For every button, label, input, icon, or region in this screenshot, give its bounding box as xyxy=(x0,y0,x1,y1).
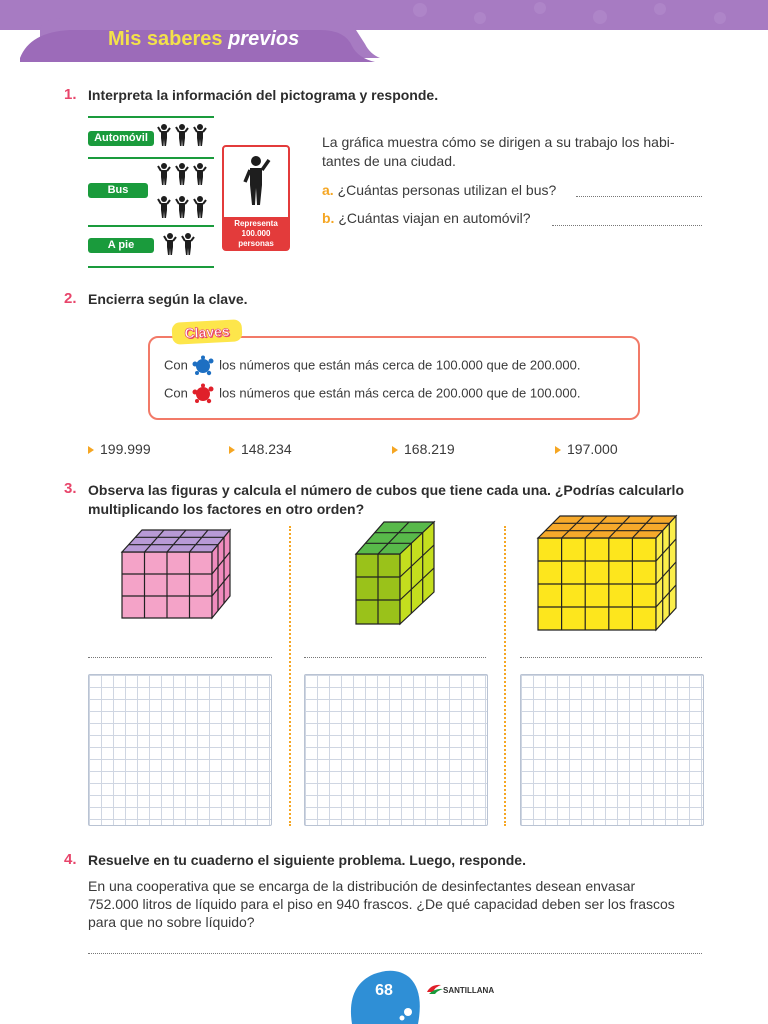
key-row-red: Con los números que están más cerca de 200.000 que de 100.000. xyxy=(164,383,580,405)
answer-line-3b[interactable] xyxy=(304,657,486,658)
number-option-4[interactable]: 197.000 xyxy=(555,441,618,457)
page-number: 68 xyxy=(375,982,393,999)
legend-text: Representa 100.000 personas xyxy=(224,217,288,249)
question-3-number: 3. xyxy=(64,480,77,497)
number-option-3[interactable]: 168.219 xyxy=(392,441,455,457)
pictogram-label-walk: A pie xyxy=(88,238,154,253)
question-2-number: 2. xyxy=(64,290,77,307)
key-box xyxy=(148,336,640,420)
red-paint-splash-icon xyxy=(191,383,215,405)
bullet-triangle-icon xyxy=(392,446,398,454)
santillana-logo-icon xyxy=(425,982,445,996)
pictogram-label-bus: Bus xyxy=(88,183,148,198)
page-title: Mis saberes previos xyxy=(108,28,300,50)
number-option-2[interactable]: 148.234 xyxy=(229,441,292,457)
bullet-triangle-icon xyxy=(88,446,94,454)
question-4-problem: En una cooperativa que se encarga de la distribución de desinfectantes desean envasar 752.000 litros de líquido para el piso en 940 frascos. ¿De qué capacidad deben ser los frascos para que no sobre líquido? xyxy=(88,878,675,930)
question-1-number: 1. xyxy=(64,86,77,103)
work-grid-1[interactable] xyxy=(88,674,272,826)
pictogram-legend xyxy=(222,145,290,251)
cube-figure-yellow xyxy=(536,514,678,632)
question-4-number: 4. xyxy=(64,851,77,868)
answer-line-4[interactable] xyxy=(88,953,702,954)
question-4-prompt: Resuelve en tu cuaderno el siguiente problema. Luego, responde. xyxy=(88,852,526,868)
bullet-triangle-icon xyxy=(229,446,235,454)
answer-line-3c[interactable] xyxy=(520,657,702,658)
question-1-prompt: Interpreta la información del pictograma y responde. xyxy=(88,87,439,103)
pictogram-label-car: Automóvil xyxy=(88,131,154,146)
question-3-prompt: Observa las figuras y calcula el número de cubos que tiene cada una. ¿Podrías calcularlo multiplicando los factores en otro orden? xyxy=(88,482,684,517)
number-option-1[interactable]: 199.999 xyxy=(88,441,151,457)
question-1a: a. ¿Cuántas personas utilizan el bus? xyxy=(322,182,557,198)
question-1b: b. ¿Cuántas viajan en automóvil? xyxy=(322,210,531,226)
brand-name: SANTILLANA xyxy=(443,986,495,995)
cube-figure-pink xyxy=(120,526,232,622)
work-grid-2[interactable] xyxy=(304,674,488,826)
blue-paint-splash-icon xyxy=(191,355,215,377)
question-2-prompt: Encierra según la clave. xyxy=(88,291,248,307)
answer-line-1a[interactable] xyxy=(576,196,702,197)
cube-figure-green xyxy=(354,520,436,626)
key-row-blue: Con los números que están más cerca de 100.000 que de 200.000. xyxy=(164,355,580,377)
answer-line-3a[interactable] xyxy=(88,657,272,658)
answer-line-1b[interactable] xyxy=(552,225,702,226)
key-title-badge: Claves xyxy=(171,319,242,345)
bullet-triangle-icon xyxy=(555,446,561,454)
column-divider xyxy=(289,526,291,826)
person-icon xyxy=(242,155,272,207)
work-grid-3[interactable] xyxy=(520,674,704,826)
column-divider xyxy=(504,526,506,826)
question-1-description: La gráfica muestra cómo se dirigen a su trabajo los habi- tantes de una ciudad. xyxy=(322,134,675,169)
